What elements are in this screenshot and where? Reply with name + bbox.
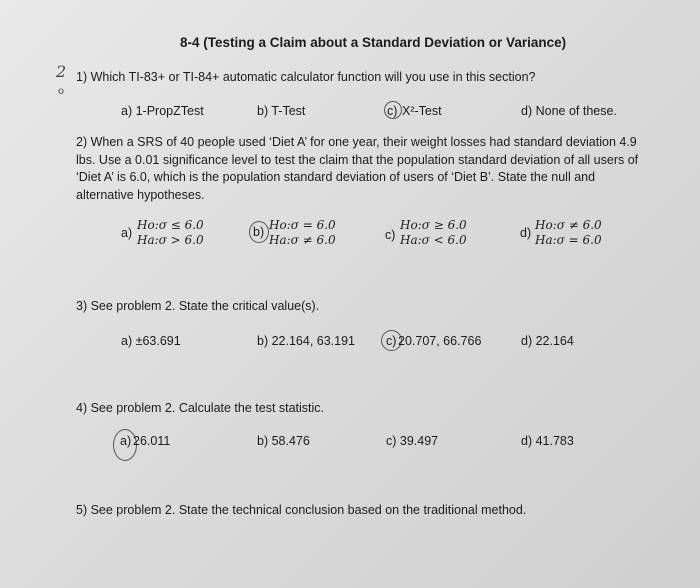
q2-d-null: Ho:σ ≠ 6.0 xyxy=(535,218,602,232)
q1-option-c-letter[interactable]: c) xyxy=(387,104,398,118)
q2-option-b-label[interactable]: b) xyxy=(253,225,265,239)
q4-option-b[interactable]: b) 58.476 xyxy=(257,434,310,448)
q1-option-a[interactable]: a) 1-PropZTest xyxy=(121,104,204,118)
worksheet-title: 8-4 (Testing a Claim about a Standard Deviation or Variance) xyxy=(180,35,567,50)
q2-option-c-hypotheses[interactable] xyxy=(400,218,467,248)
q2-a-alt: Ha:σ > 6.0 xyxy=(137,233,204,247)
q4-option-a-text[interactable]: 26.011 xyxy=(133,434,171,448)
q3-option-c-text[interactable]: 20.707, 66.766 xyxy=(398,334,482,348)
handwritten-mark: 2 xyxy=(56,62,67,81)
q4-option-d[interactable]: d) 41.783 xyxy=(521,434,574,448)
q1-option-d[interactable]: d) None of these. xyxy=(521,104,617,118)
q2-option-a-hypotheses[interactable] xyxy=(137,218,204,248)
handwritten-mark-small: o xyxy=(58,86,65,97)
question-3-text: 3) See problem 2. State the critical value(s). xyxy=(76,299,320,313)
q2-b-null: Ho:σ = 6.0 xyxy=(269,218,336,232)
q3-option-d[interactable]: d) 22.164 xyxy=(521,334,574,348)
q4-option-c[interactable]: c) 39.497 xyxy=(386,434,439,448)
q4-option-a-letter[interactable]: a) xyxy=(120,434,132,448)
q3-option-c-letter[interactable]: c) xyxy=(386,334,397,348)
q2-b-alt: Ha:σ ≠ 6.0 xyxy=(269,233,336,247)
q2-a-null: Ho:σ ≤ 6.0 xyxy=(137,218,204,232)
q3-option-b[interactable]: b) 22.164, 63.191 xyxy=(257,334,355,348)
q1-option-c-text[interactable]: X²-Test xyxy=(402,104,442,118)
question-2-text: 2) When a SRS of 40 people used ‘Diet A’ for one year, their weight losses had standard deviation 4.9 lbs. Use a 0.01 significance level to test the claim that the population standard deviation of all users of ‘Diet A’ is 6.0, which is the population standard deviation of users of ‘Diet B’. State the null and alternative hypotheses. xyxy=(76,135,639,202)
q2-option-c-label[interactable]: c) xyxy=(385,228,396,242)
q2-option-a-label[interactable]: a) xyxy=(121,226,133,240)
q1-option-b[interactable]: b) T-Test xyxy=(257,104,306,118)
question-4-text: 4) See problem 2. Calculate the test statistic. xyxy=(76,401,325,415)
q2-option-d-hypotheses[interactable] xyxy=(535,218,602,248)
q2-d-alt: Ha:σ = 6.0 xyxy=(535,233,602,247)
q2-c-null: Ho:σ ≥ 6.0 xyxy=(400,218,467,232)
q2-option-d-label[interactable]: d) xyxy=(520,226,532,240)
question-1-text: 1) Which TI-83+ or TI-84+ automatic calculator function will you use in this section? xyxy=(76,70,536,84)
q3-option-a[interactable]: a) ±63.691 xyxy=(121,334,181,348)
q2-option-b-hypotheses[interactable] xyxy=(269,218,336,248)
q2-c-alt: Ha:σ < 6.0 xyxy=(400,233,467,247)
question-5-text: 5) See problem 2. State the technical conclusion based on the traditional method. xyxy=(76,503,527,517)
